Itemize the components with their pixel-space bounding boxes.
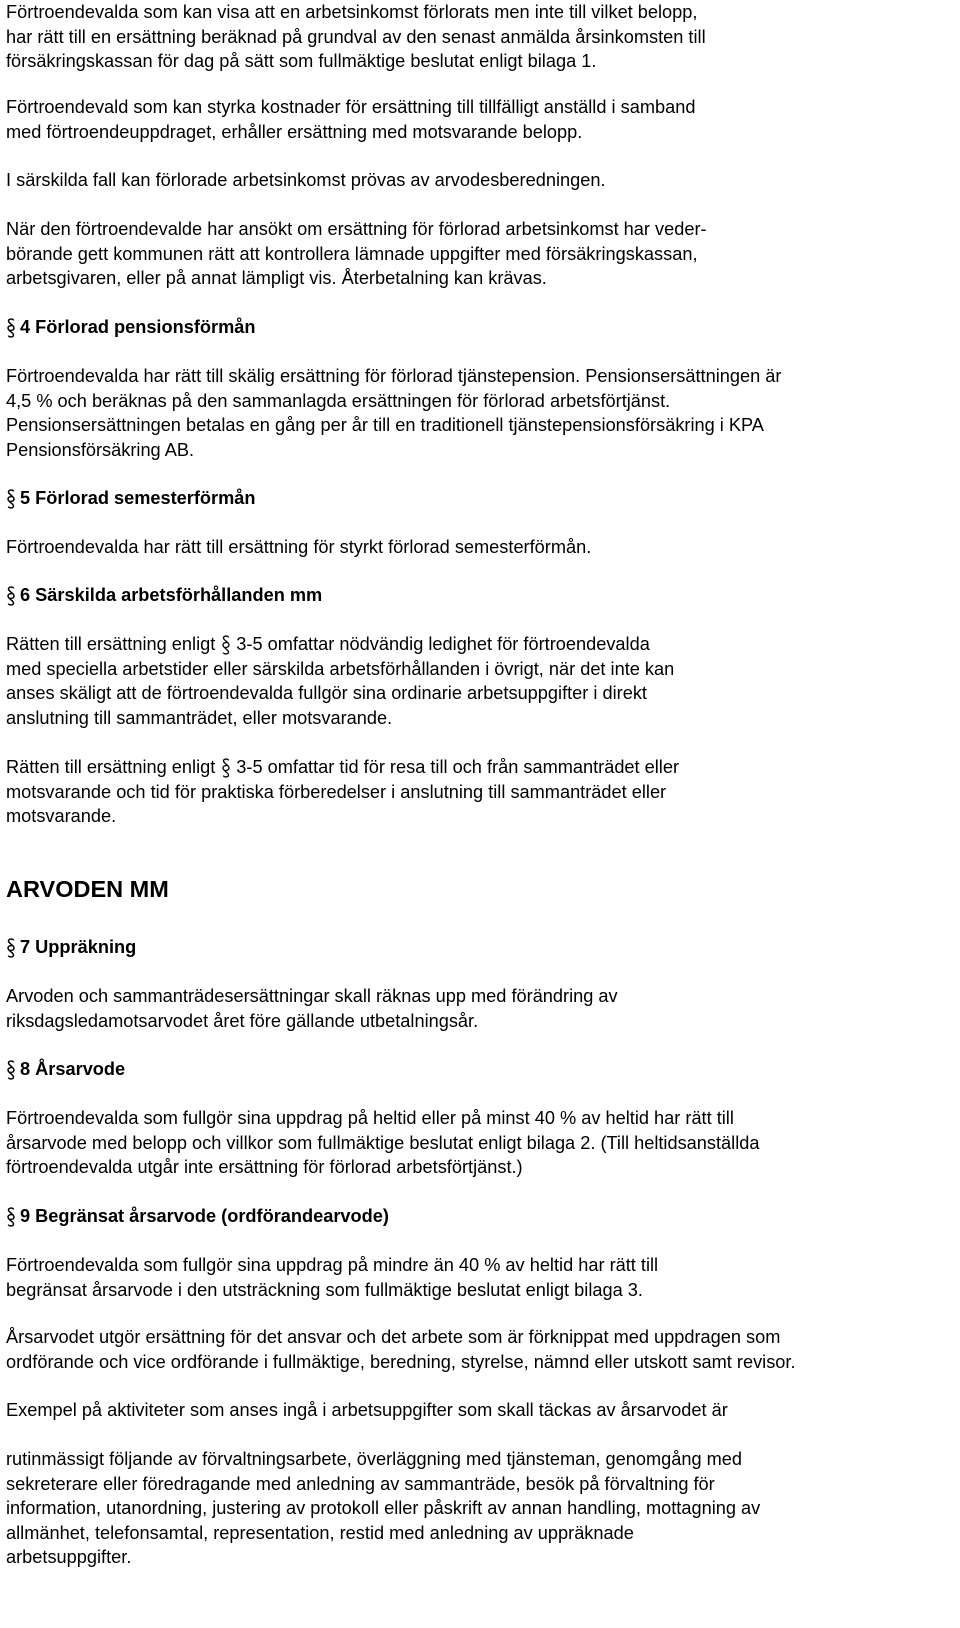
text-line: Arvoden och sammanträdesersättningar skall räknas upp med förändring av [6,986,618,1006]
text-line: Exempel på aktiviteter som anses ingå i arbetsuppgifter som skall täckas av årsarvodet är [6,1400,728,1420]
text-fragment: 3-5 omfattar nödvändig ledighet för förtroendevalda [236,634,650,654]
section-heading-text: 7 Uppräkning [20,937,137,957]
text-line: information, utanordning, justering av protokoll eller påskrift av annan handling, mottagning av [6,1498,761,1519]
text-fragment: Rätten till ersättning enligt [6,757,216,777]
text-line: sekreterare eller föredragande med anledning av sammanträde, besök på förvaltning för [6,1473,715,1494]
text-line: motsvarande och tid för praktiska förberedelser i anslutning till sammanträdet eller [6,781,667,802]
chapter-heading: ARVODEN MM [6,876,169,902]
paragraph-lost-income-unknown-amount [6,0,956,74]
text-line: med förtroendeuppdraget, erhåller ersättning med motsvarande belopp. [6,121,583,142]
text-line: anslutning till sammanträdet, eller motsvarande. [6,707,393,728]
text-line: förtroendevalda utgår inte ersättning för förlorad arbetsförtjänst.) [6,1157,523,1178]
section-heading-text: 6 Särskilda arbetsförhållanden mm [20,585,323,605]
section-heading-text: 8 Årsarvode [20,1059,126,1079]
text-line: arbetsgivaren, eller på annat lämpligt vis. Återbetalning kan krävas. [6,268,547,289]
paragraph-special-cases [6,168,956,193]
text-line: anses skäligt att de förtroendevalda fullgör sina ordinarie arbetsuppgifter i direkt [6,683,647,704]
text-line: När den förtroendevalde har ansökt om ersättning för förlorad arbetsinkomst har veder- [6,219,707,239]
text-line: Årsarvodet utgör ersättning för det ansvar och det arbete som är förknippat med uppdragen som [6,1327,781,1347]
text-line: Förtroendevalda har rätt till ersättning för styrkt förlorad semesterförmån. [6,537,592,557]
paragraph-verification [6,217,956,291]
text-line: Förtroendevalda som fullgör sina uppdrag på mindre än 40 % av heltid har rätt till [6,1255,659,1275]
section-heading-6 [6,583,322,607]
paragraph-travel-time [6,755,956,829]
paragraph-indexation [6,984,956,1033]
text-line: begränsat årsarvode i den utsträckning som fullmäktige beslutat enligt bilaga 3. [6,1279,643,1300]
text-line: ordförande och vice ordförande i fullmäktige, beredning, styrelse, nämnd eller utskott samt revisor. [6,1351,796,1372]
paragraph-annual-fee [6,1106,956,1180]
text-line: har rätt till en ersättning beräknad på grundval av den senast anmälda årsinkomsten till [6,26,706,47]
section-heading-5 [6,486,256,510]
section-heading-8 [6,1057,125,1081]
text-line: Pensionsersättningen betalas en gång per år till en traditionell tjänstepensionsförsäkring i KPA [6,415,764,436]
text-line: allmänhet, telefonsamtal, representation, restid med anledning av uppräknade [6,1522,634,1543]
section-sign-icon [6,585,16,607]
section-heading-4 [6,315,255,339]
text-line: med speciella arbetstider eller särskilda arbetsförhållanden i övrigt, när det inte kan [6,658,675,679]
section-heading-7 [6,935,136,959]
text-line: Förtroendevalda som fullgör sina uppdrag på heltid eller på minst 40 % av heltid har rätt till [6,1108,734,1128]
section-sign-icon [6,937,16,959]
section-heading-text: 5 Förlorad semesterförmån [20,488,256,508]
section-heading-9 [6,1204,389,1228]
paragraph-annual-fee-scope [6,1325,956,1374]
text-line: 4,5 % och beräknas på den sammanlagda ersättningen för förlorad arbetsförtjänst. [6,390,671,411]
text-line: Förtroendevald som kan styrka kostnader för ersättning till tillfälligt anställd i samband [6,97,696,117]
section-sign-icon [6,1206,16,1228]
text-line: motsvarande. [6,806,117,827]
text-line [6,755,956,780]
paragraph-temporary-employee-costs [6,95,956,144]
text-line: börande gett kommunen rätt att kontrollera lämnade uppgifter med försäkringskassan, [6,243,698,264]
section-sign-icon [221,757,231,779]
text-line: Förtroendevalda som kan visa att en arbetsinkomst förlorats men inte till vilket belopp, [6,2,698,22]
paragraph-limited-annual-fee [6,1253,956,1302]
section-sign-icon [6,1059,16,1081]
text-line: arbetsuppgifter. [6,1547,132,1568]
section-heading-text: 9 Begränsat årsarvode (ordförandearvode) [20,1206,389,1226]
text-line: rutinmässigt följande av förvaltningsarbete, överläggning med tjänsteman, genomgång med [6,1449,743,1469]
paragraph-activities-list [6,1447,956,1570]
text-line [6,632,956,657]
paragraph-activities-intro [6,1398,956,1423]
text-line: riksdagsledamotsarvodet året före gällande utbetalningsår. [6,1010,479,1031]
text-line: Förtroendevalda har rätt till skälig ersättning för förlorad tjänstepension. Pensionsersättningen är [6,366,782,386]
text-fragment: 3-5 omfattar tid för resa till och från sammanträdet eller [236,757,680,777]
section-sign-icon [6,488,16,510]
text-line: årsarvode med belopp och villkor som fullmäktige beslutat enligt bilaga 2. (Till heltidsanställda [6,1132,760,1153]
section-sign-icon [221,634,231,656]
section-heading-text: 4 Förlorad pensionsförmån [20,317,256,337]
text-fragment: Rätten till ersättning enligt [6,634,216,654]
text-line: I särskilda fall kan förlorade arbetsinkomst prövas av arvodesberedningen. [6,170,606,190]
text-line: Pensionsförsäkring AB. [6,439,195,460]
paragraph-special-conditions [6,632,956,730]
paragraph-vacation [6,535,956,560]
text-line: försäkringskassan för dag på sätt som fullmäktige beslutat enligt bilaga 1. [6,51,597,72]
paragraph-pension [6,364,956,462]
section-sign-icon [6,317,16,339]
